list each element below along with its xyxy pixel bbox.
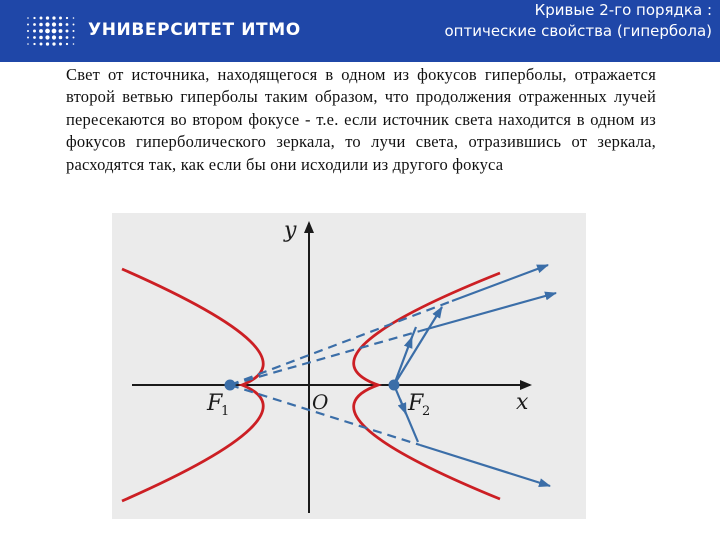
- slide-title-line2: оптические свойства (гипербола): [444, 22, 712, 40]
- incident-ray-arrow: [400, 399, 406, 414]
- focus-f1-subscript: 1: [221, 404, 230, 419]
- body-paragraph: Свет от источника, находящегося в одном из фокусов гиперболы, отражается второй ветвью гиперболы таким образом, что продолжения отраженных лучей пересекаются во втором фокусе - т.е. если источник света находится в одном из фокусов гиперболического зеркала, то лучи света, отразившись от зеркала, расходятся так, как если бы они исходили из другого фокуса: [66, 65, 656, 174]
- hyperbola-diagram: [112, 213, 586, 519]
- focus-f1-label: F: [207, 391, 223, 416]
- focus-f2-point: [389, 380, 400, 391]
- slide-title-line1: Кривые 2-го порядка :: [534, 1, 712, 19]
- hyperbola-figure: [112, 213, 586, 519]
- reflected-ray: [452, 265, 548, 301]
- header-bar: [0, 0, 720, 62]
- focus-f1-point: [225, 380, 236, 391]
- incident-ray-arrow: [408, 327, 416, 347]
- focus-f2-subscript: 2: [422, 404, 431, 419]
- focus-f2-label: F: [408, 391, 424, 416]
- itmo-logo-icon: [24, 14, 80, 48]
- y-axis-label: y: [284, 218, 297, 243]
- origin-label: O: [312, 390, 329, 414]
- slide-title: [372, 0, 712, 42]
- reflected-ray: [420, 445, 550, 486]
- x-axis-label: x: [516, 390, 529, 415]
- logo-text: УНИВЕРСИТЕТ ИТМО: [88, 20, 301, 40]
